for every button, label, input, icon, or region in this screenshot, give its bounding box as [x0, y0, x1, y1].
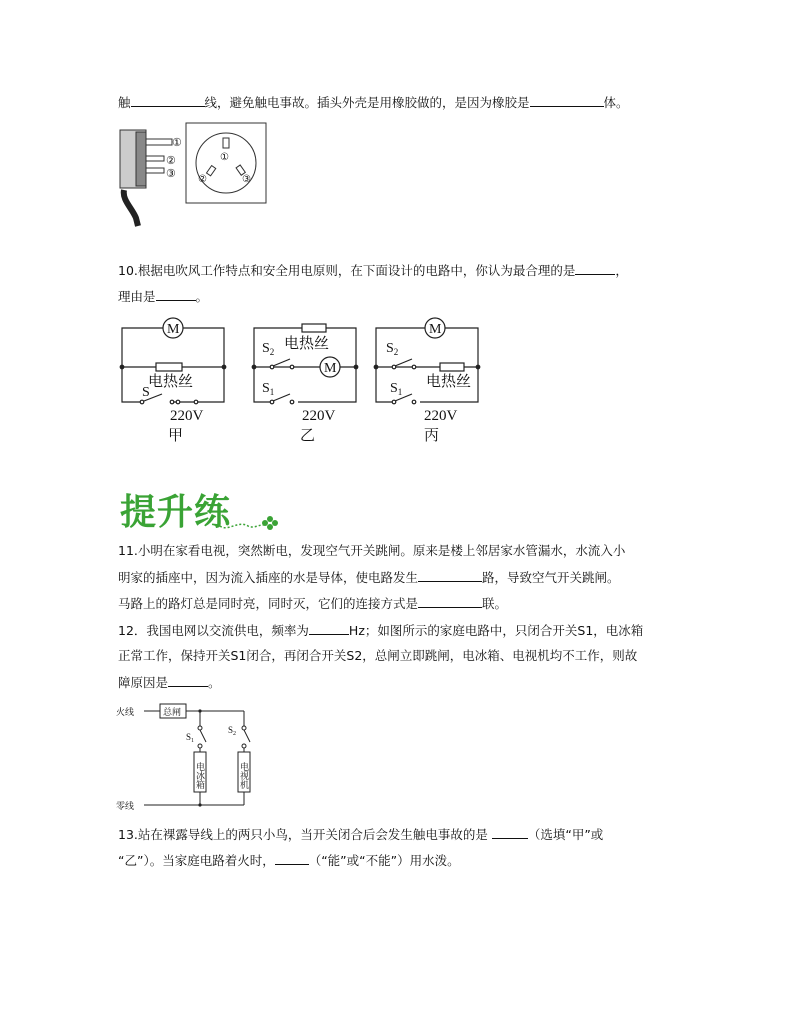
- answer-blank[interactable]: [575, 262, 615, 275]
- q13-text: 13.站在裸露导线上的两只小鸟，当开关闭合后会发生触电事故的是: [118, 827, 492, 842]
- socket-hole-label: ②: [198, 174, 207, 185]
- answer-blank[interactable]: [418, 569, 482, 582]
- motor-label: M: [167, 322, 180, 337]
- q11-text: 11.小明在家看电视，突然断电，发现空气开关跳闸。原来是楼上邻居家水管漏水，水流入小: [118, 543, 626, 558]
- hair-dryer-circuits: [112, 312, 492, 452]
- circuit-name: 甲: [168, 428, 184, 444]
- answer-blank[interactable]: [530, 94, 604, 107]
- heater-label: 电热丝: [284, 336, 330, 352]
- main-switch-label: 总闸: [163, 707, 182, 717]
- heater-label: 电热丝: [148, 374, 194, 390]
- q12-text: 12．我国电网以交流供电，频率为: [118, 623, 309, 638]
- q9-text: [118, 94, 629, 111]
- q13-line1: [118, 826, 603, 843]
- banner-decoration: [218, 512, 278, 534]
- voltage-label: 220V: [302, 408, 336, 424]
- circuit-name: 乙: [300, 428, 316, 444]
- q10-text: 。: [195, 289, 209, 304]
- heater-label: 电热丝: [426, 374, 472, 390]
- q12-text: 障原因是: [118, 675, 169, 690]
- q11-text: 路，导致空气开关跳闸。: [482, 570, 620, 585]
- q10-line1: [118, 262, 628, 279]
- q9-text-pre: 触: [118, 95, 131, 110]
- plug-pin-label: ②: [166, 155, 176, 167]
- q12-line1: [118, 622, 643, 639]
- socket-hole-label: ①: [220, 152, 229, 163]
- voltage-label: 220V: [424, 408, 458, 424]
- answer-blank[interactable]: [309, 622, 349, 635]
- q11-line3: [118, 595, 507, 612]
- switch-label: S: [142, 385, 150, 400]
- answer-blank[interactable]: [492, 826, 528, 839]
- q10-text: 理由是: [118, 289, 156, 304]
- circuit-name: 丙: [424, 428, 440, 444]
- q10-text: 10.根据电吹风工作特点和安全用电原则，在下面设计的电路中，你认为最合理的是: [118, 263, 576, 278]
- switch-label: $S_2$: [262, 341, 275, 357]
- household-circuit-figure: [114, 700, 284, 818]
- answer-blank[interactable]: [168, 674, 208, 687]
- q13-text: （选填“甲”或: [527, 827, 604, 842]
- q9-text-mid: 线，避免触电事故。插头外壳是用橡胶做的，是因为橡胶是: [204, 95, 530, 110]
- answer-blank[interactable]: [418, 595, 482, 608]
- q11-text: 联。: [482, 596, 508, 611]
- switch-s2-label: $S_2$: [228, 725, 237, 737]
- neutral-wire-label: 零线: [116, 801, 135, 811]
- q11-line2: [118, 569, 620, 586]
- answer-blank[interactable]: [131, 94, 205, 107]
- tv-label: 电视机: [239, 762, 249, 789]
- live-wire-label: 火线: [116, 707, 135, 717]
- q11-text: 明家的插座中，因为流入插座的水是导体，使电路发生: [118, 570, 419, 585]
- q11-text: 马路上的路灯总是同时亮，同时灭，它们的连接方式是: [118, 596, 419, 611]
- plug-pin-label: ①: [172, 137, 182, 149]
- q13-line2: [118, 852, 460, 869]
- fridge-label: 电冰箱: [195, 762, 205, 789]
- voltage-label: 220V: [170, 408, 204, 424]
- q9-text-post: 体。: [603, 95, 629, 110]
- switch-s1-label: $S_1$: [186, 732, 195, 744]
- answer-blank[interactable]: [275, 852, 309, 865]
- q13-text: （“能”或“不能”）用水泼。: [308, 853, 460, 868]
- q11-line1: [118, 543, 625, 559]
- motor-label: M: [324, 361, 337, 376]
- socket-hole-label: ③: [242, 174, 251, 185]
- q12-text: 。: [208, 675, 221, 690]
- q12-text: Hz；如图所示的家庭电路中，只闭合开关S1，电冰箱: [348, 623, 644, 638]
- plug-socket-figure: [114, 120, 274, 228]
- motor-label: M: [429, 322, 442, 337]
- switch-label: $S_1$: [390, 381, 403, 397]
- q12-line2: [118, 648, 637, 664]
- q10-line2: [118, 288, 208, 305]
- answer-blank[interactable]: [156, 288, 196, 301]
- q10-text: ，: [615, 263, 628, 278]
- section-banner-title: 提升练: [120, 492, 232, 533]
- q12-text: 正常工作，保持开关S1闭合，再闭合开关S2，总闸立即跳闸，电冰箱、电视机均不工作，则故: [118, 648, 638, 663]
- q13-text: “乙”）。当家庭电路着火时，: [118, 853, 275, 868]
- q12-line3: [118, 674, 221, 691]
- switch-label: $S_2$: [386, 341, 399, 357]
- plug-pin-label: ③: [166, 168, 176, 180]
- switch-label: $S_1$: [262, 381, 275, 397]
